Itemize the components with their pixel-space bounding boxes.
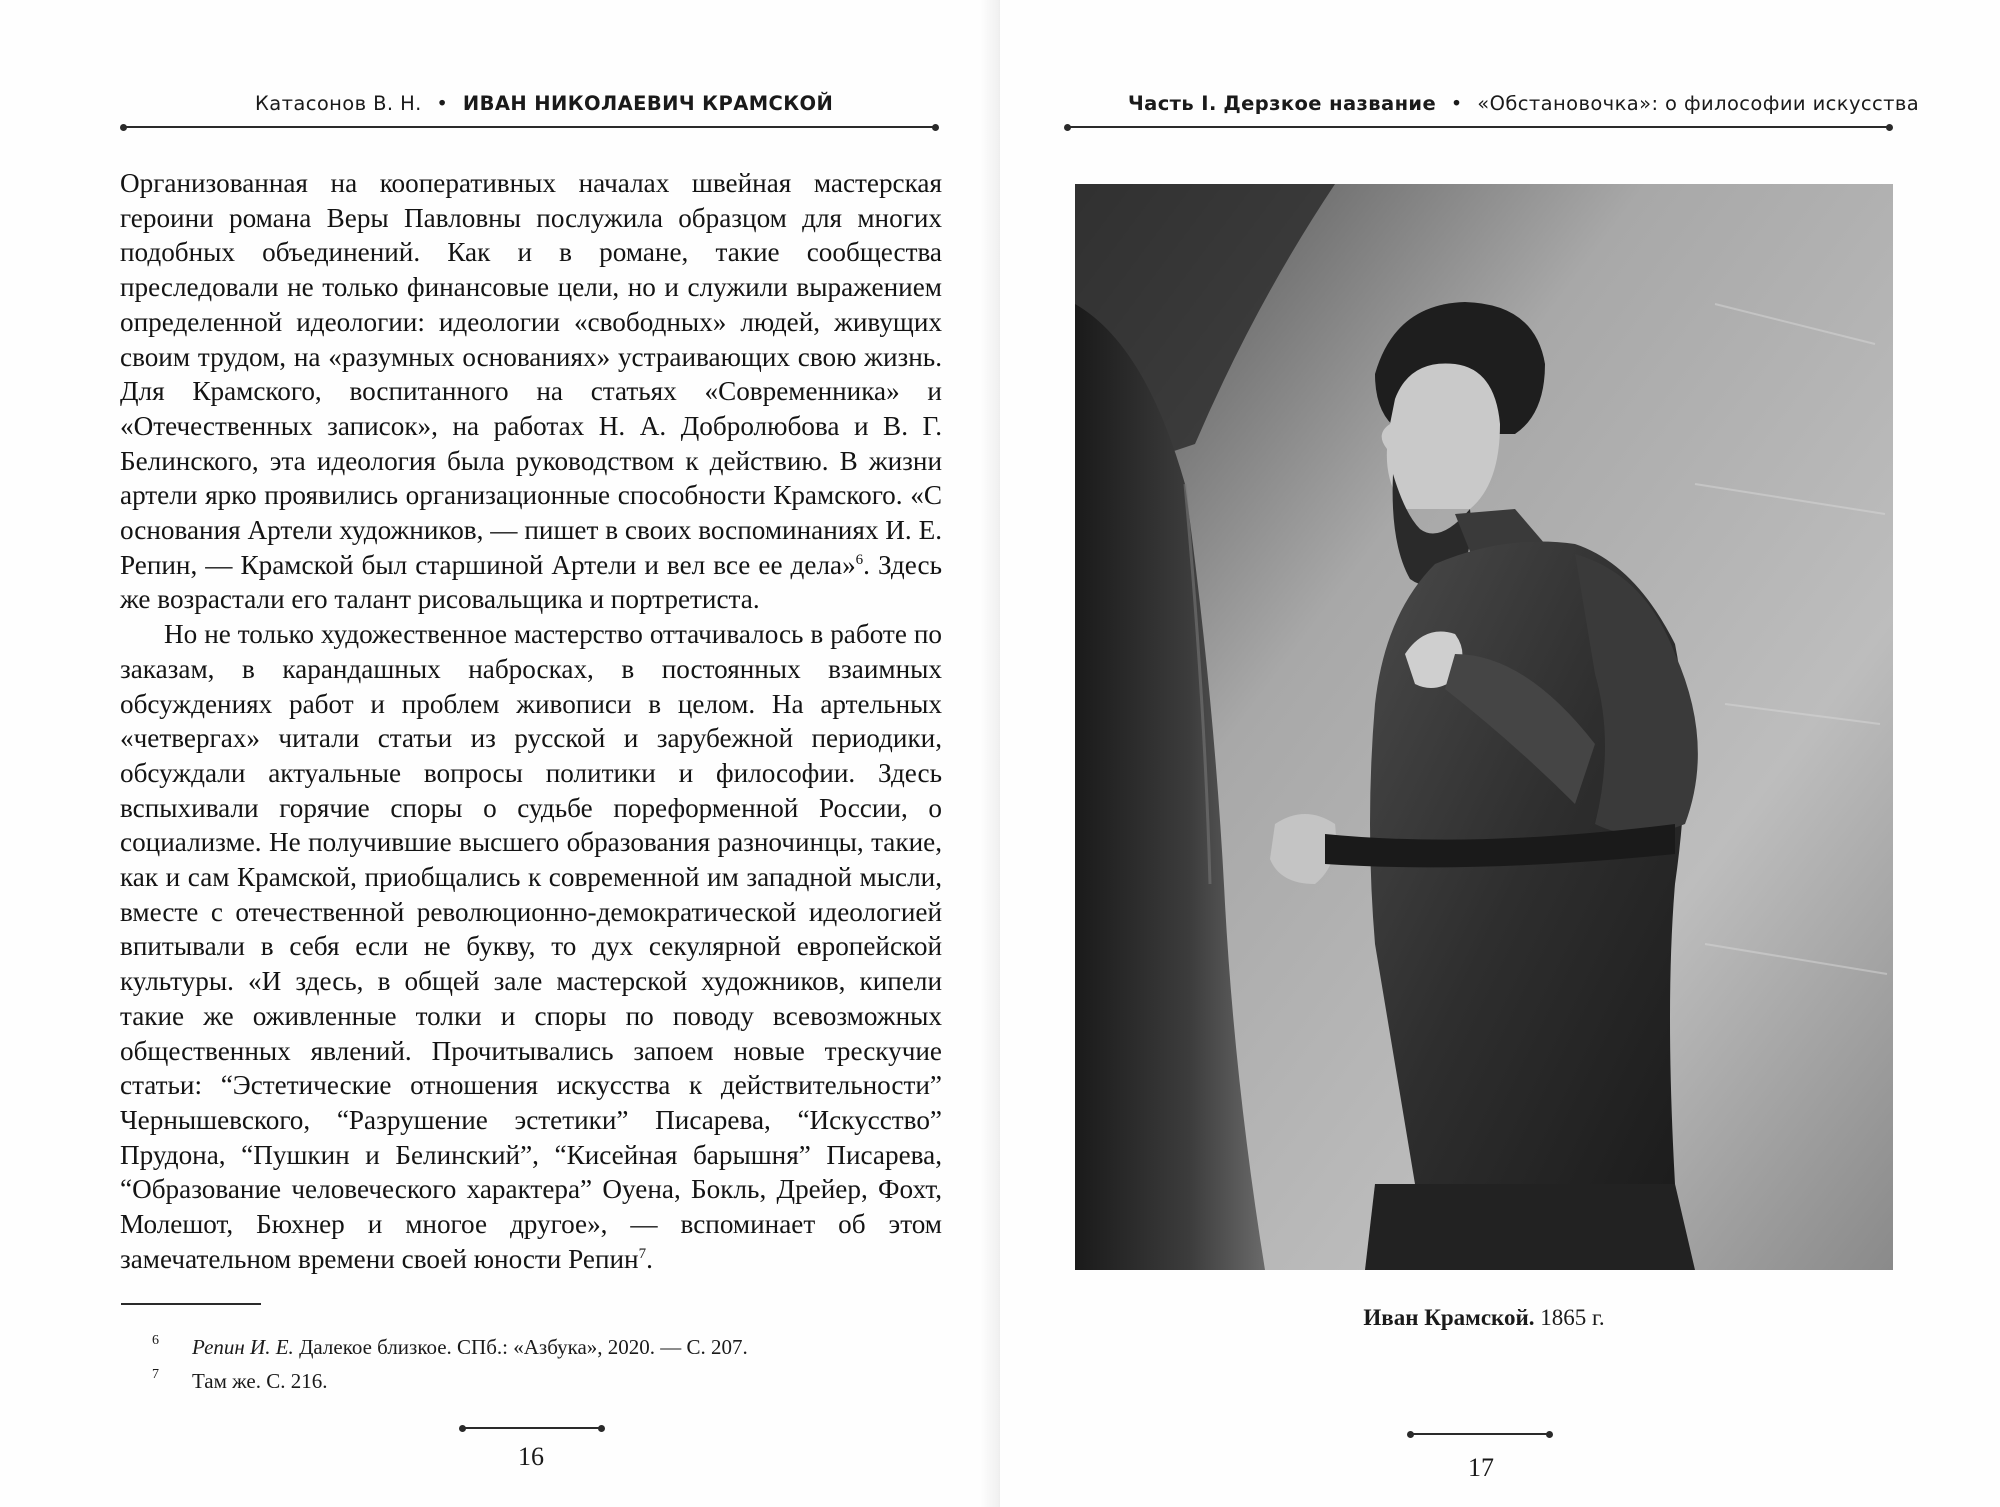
- running-head-author: Катасонов В. Н.: [255, 92, 422, 115]
- paragraph-text: Но не только художественное мастерство оттачивалось в работе по заказам, в карандашных набросках, в постоянных взаимных обсуждениях работ и проблем живописи в целом. На артельных «четвергах» читали статьи из русской и зарубежной периодики, обсуждали актуальные вопросы политики и философии. Здесь вспыхивали горячие споры о судьбе пореформенной России, о социализме. Не получившие высшего образования разночинцы, такие, как и сам Крамской, приобщались к современной им западной мысли, вместе с отечественной революционно-демократической идеологией впитывали в себя если не букву, то дух секулярной европейской культуры. «И здесь, в общей зале мастерской художников, кипели такие же оживленные толки и споры по поводу всевозможных общественных явлений. Прочитывались запоем новые трескучие статьи: “Эстетические отношения искусства к действительности” Чернышевского, “Разрушение эстетики” Писарева, “Искусство” Прудона, “Пушкин и Белинский”, “Кисейная барышня” Писарева, “Образование человеческого характера” Оуена, Бокль, Дрейер, Фохт, Молешот, Бюхнер и многое другое», — вспоминает об этом замечательном времени своей юности Репин: [120, 619, 942, 1274]
- caption-year: 1865 г.: [1534, 1305, 1605, 1330]
- bullet-separator: •: [436, 92, 449, 115]
- caption-name: Иван Крамской.: [1363, 1305, 1535, 1330]
- footnote-author: Репин И. Е.: [192, 1335, 294, 1359]
- footnote-7: [140, 1364, 748, 1398]
- footnote-rule: [121, 1303, 261, 1305]
- folio-rule: [462, 1427, 602, 1429]
- right-page: [1000, 0, 2000, 1507]
- footnote-text: Далекое близкое. СПб.: «Азбука», 2020. — С. 207.: [293, 1335, 748, 1359]
- body-text: [120, 166, 942, 1277]
- page-number-right: 17: [1468, 1453, 1494, 1482]
- running-head-chapter: Дерзкое название: [1223, 92, 1437, 115]
- footnote-number: 6: [152, 1333, 159, 1348]
- page-number-left: 16: [518, 1442, 544, 1471]
- paragraph-2: [120, 617, 942, 1276]
- header-rule: [1067, 126, 1890, 128]
- paragraph-text: .: [646, 1243, 653, 1274]
- running-head-part: Часть I.: [1128, 92, 1217, 115]
- portrait-photograph: [1075, 184, 1893, 1270]
- paragraph-text: Организованная на кооперативных началах швейная мастерская героини романа Веры Павловны послужила образцом для многих подобных объединений. Как и в романе, такие сообщества преследовали не только финансовые цели, но и служили выражением определенной идеологии: идеологии «свободных» людей, живущих своим трудом, на «разумных основаниях» устраивающих свою жизнь. Для Крамского, воспитанного на статьях «Современника» и «Отечественных записок», на работах Н. А. Добролюбова и В. Г. Белинского, эта идеология была руководством к действию. В жизни артели ярко проявились организационные способности Крамского. «С основания Артели художников, — пишет в своих воспоминаниях И. Е. Репин, — Крамской был старшиной Артели и вел все ее дела»: [120, 168, 942, 580]
- right-running-head: [1128, 92, 1919, 115]
- footnote-ref-7[interactable]: 7: [638, 1245, 647, 1262]
- left-running-head: [255, 92, 833, 115]
- paragraph-text: . Здесь же возрастали его талант рисовальщика и портретиста.: [120, 549, 942, 615]
- header-rule: [123, 126, 936, 128]
- footnote-6: [140, 1330, 748, 1364]
- footnote-ref-6[interactable]: 6: [855, 551, 864, 568]
- running-head-book-title: ИВАН НИКОЛАЕВИЧ КРАМСКОЙ: [462, 92, 834, 115]
- folio-rule: [1410, 1433, 1550, 1435]
- footnotes: [140, 1330, 748, 1398]
- paragraph-1: [120, 166, 942, 617]
- footnote-number: 7: [152, 1367, 159, 1382]
- running-head-section: «Обстановочка»: о философии искусства: [1477, 92, 1920, 115]
- portrait-image: [1075, 184, 1893, 1270]
- footnote-text: Там же. С. 216.: [192, 1369, 328, 1393]
- photo-caption: [1000, 1305, 1968, 1331]
- bullet-separator: •: [1450, 92, 1463, 115]
